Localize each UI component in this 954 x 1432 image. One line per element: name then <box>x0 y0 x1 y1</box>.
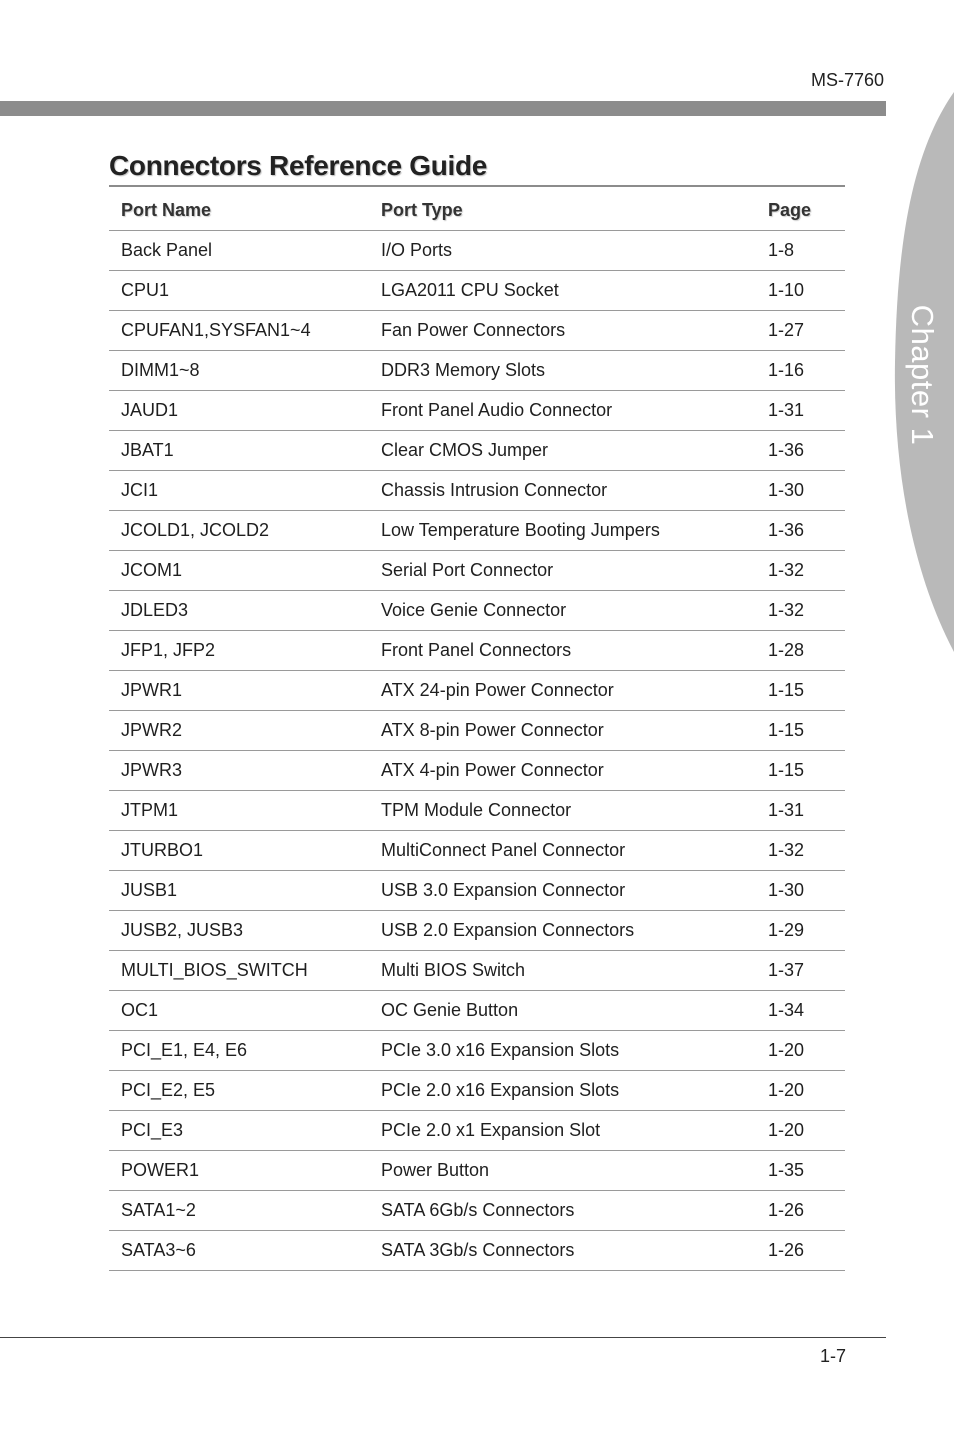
port-type-cell: USB 3.0 Expansion Connector <box>369 871 756 911</box>
page-cell: 1-16 <box>756 351 845 391</box>
port-name-cell: JPWR2 <box>109 711 369 751</box>
chapter-label-text: Chapter 1 <box>905 304 940 446</box>
page-cell: 1-37 <box>756 951 845 991</box>
port-name-cell: POWER1 <box>109 1151 369 1191</box>
title-underline <box>109 185 845 187</box>
port-type-cell: TPM Module Connector <box>369 791 756 831</box>
table-row <box>109 431 845 471</box>
page-number: 1-7 <box>819 1346 846 1366</box>
table-row <box>109 791 845 831</box>
port-name-cell: JDLED3 <box>109 591 369 631</box>
port-type-cell: DDR3 Memory Slots <box>369 351 756 391</box>
page-cell: 1-15 <box>756 671 845 711</box>
page-cell: 1-31 <box>756 791 845 831</box>
table-row <box>109 391 845 431</box>
port-type-cell: Serial Port Connector <box>369 551 756 591</box>
page-cell: 1-8 <box>756 231 845 271</box>
port-name-cell: PCI_E2, E5 <box>109 1071 369 1111</box>
table-row <box>109 311 845 351</box>
table-row <box>109 1151 845 1191</box>
page-cell: 1-10 <box>756 271 845 311</box>
port-name-cell: Back Panel <box>109 231 369 271</box>
table-body <box>109 231 845 1271</box>
port-type-cell: ATX 4-pin Power Connector <box>369 751 756 791</box>
port-name-cell: JPWR1 <box>109 671 369 711</box>
table-header-row <box>109 190 845 231</box>
port-name-cell: DIMM1~8 <box>109 351 369 391</box>
page-cell: 1-26 <box>756 1231 845 1271</box>
table-row <box>109 511 845 551</box>
page-cell: 1-20 <box>756 1111 845 1151</box>
page-cell: 1-20 <box>756 1071 845 1111</box>
port-name-cell: JCOM1 <box>109 551 369 591</box>
page-cell: 1-36 <box>756 431 845 471</box>
port-name-cell: JCOLD1, JCOLD2 <box>109 511 369 551</box>
page-cell: 1-27 <box>756 311 845 351</box>
port-type-cell: ATX 24-pin Power Connector <box>369 671 756 711</box>
port-type-cell: I/O Ports <box>369 231 756 271</box>
port-type-cell: LGA2011 CPU Socket <box>369 271 756 311</box>
port-type-cell: Low Temperature Booting Jumpers <box>369 511 756 551</box>
port-name-cell: JAUD1 <box>109 391 369 431</box>
table-row <box>109 631 845 671</box>
page-title: Connectors Reference Guide <box>109 150 488 181</box>
chapter-label <box>902 304 942 446</box>
port-name-cell: OC1 <box>109 991 369 1031</box>
page-cell: 1-31 <box>756 391 845 431</box>
port-name-cell: JFP1, JFP2 <box>109 631 369 671</box>
port-name-cell: SATA3~6 <box>109 1231 369 1271</box>
table-row <box>109 231 845 271</box>
port-type-cell: PCIe 2.0 x16 Expansion Slots <box>369 1071 756 1111</box>
table-row <box>109 1031 845 1071</box>
port-type-cell: Front Panel Connectors <box>369 631 756 671</box>
port-name-cell: PCI_E3 <box>109 1111 369 1151</box>
table-row <box>109 1111 845 1151</box>
header-port-name: Port Name <box>109 190 369 231</box>
page-cell: 1-30 <box>756 471 845 511</box>
page-cell: 1-32 <box>756 591 845 631</box>
model-number: MS-7760 <box>810 70 884 90</box>
page-cell: 1-26 <box>756 1191 845 1231</box>
page-cell: 1-15 <box>756 751 845 791</box>
page-cell: 1-30 <box>756 871 845 911</box>
page-cell: 1-20 <box>756 1031 845 1071</box>
table-row <box>109 1071 845 1111</box>
table-row <box>109 351 845 391</box>
table-row <box>109 671 845 711</box>
table-row <box>109 711 845 751</box>
port-type-cell: Power Button <box>369 1151 756 1191</box>
port-name-cell: JTPM1 <box>109 791 369 831</box>
page-cell: 1-28 <box>756 631 845 671</box>
page-cell: 1-32 <box>756 831 845 871</box>
port-type-cell: Multi BIOS Switch <box>369 951 756 991</box>
header-port-type: Port Type <box>369 190 756 231</box>
table-row <box>109 991 845 1031</box>
port-type-cell: USB 2.0 Expansion Connectors <box>369 911 756 951</box>
port-type-cell: SATA 3Gb/s Connectors <box>369 1231 756 1271</box>
table-row <box>109 831 845 871</box>
port-name-cell: JBAT1 <box>109 431 369 471</box>
port-type-cell: Clear CMOS Jumper <box>369 431 756 471</box>
port-name-cell: SATA1~2 <box>109 1191 369 1231</box>
table-row <box>109 1231 845 1271</box>
port-name-cell: CPU1 <box>109 271 369 311</box>
port-name-cell: JUSB1 <box>109 871 369 911</box>
table-row <box>109 751 845 791</box>
page-cell: 1-15 <box>756 711 845 751</box>
table-row <box>109 271 845 311</box>
page-cell: 1-29 <box>756 911 845 951</box>
table-row <box>109 951 845 991</box>
table-row <box>109 871 845 911</box>
port-type-cell: Front Panel Audio Connector <box>369 391 756 431</box>
page-cell: 1-36 <box>756 511 845 551</box>
table-row <box>109 591 845 631</box>
port-name-cell: JUSB2, JUSB3 <box>109 911 369 951</box>
port-type-cell: PCIe 2.0 x1 Expansion Slot <box>369 1111 756 1151</box>
table-row <box>109 911 845 951</box>
port-type-cell: Voice Genie Connector <box>369 591 756 631</box>
port-name-cell: MULTI_BIOS_SWITCH <box>109 951 369 991</box>
table-row <box>109 471 845 511</box>
connectors-table <box>109 190 845 1271</box>
port-type-cell: Fan Power Connectors <box>369 311 756 351</box>
table-row <box>109 1191 845 1231</box>
footer-rule <box>0 1337 886 1338</box>
page-cell: 1-35 <box>756 1151 845 1191</box>
table-row <box>109 551 845 591</box>
port-type-cell: SATA 6Gb/s Connectors <box>369 1191 756 1231</box>
port-type-cell: OC Genie Button <box>369 991 756 1031</box>
port-name-cell: CPUFAN1,SYSFAN1~4 <box>109 311 369 351</box>
header-page: Page <box>756 190 845 231</box>
port-name-cell: JCI1 <box>109 471 369 511</box>
port-name-cell: PCI_E1, E4, E6 <box>109 1031 369 1071</box>
port-name-cell: JPWR3 <box>109 751 369 791</box>
port-type-cell: ATX 8-pin Power Connector <box>369 711 756 751</box>
port-type-cell: PCIe 3.0 x16 Expansion Slots <box>369 1031 756 1071</box>
header-bar <box>0 101 886 116</box>
port-type-cell: Chassis Intrusion Connector <box>369 471 756 511</box>
port-type-cell: MultiConnect Panel Connector <box>369 831 756 871</box>
page-cell: 1-32 <box>756 551 845 591</box>
port-name-cell: JTURBO1 <box>109 831 369 871</box>
page-cell: 1-34 <box>756 991 845 1031</box>
